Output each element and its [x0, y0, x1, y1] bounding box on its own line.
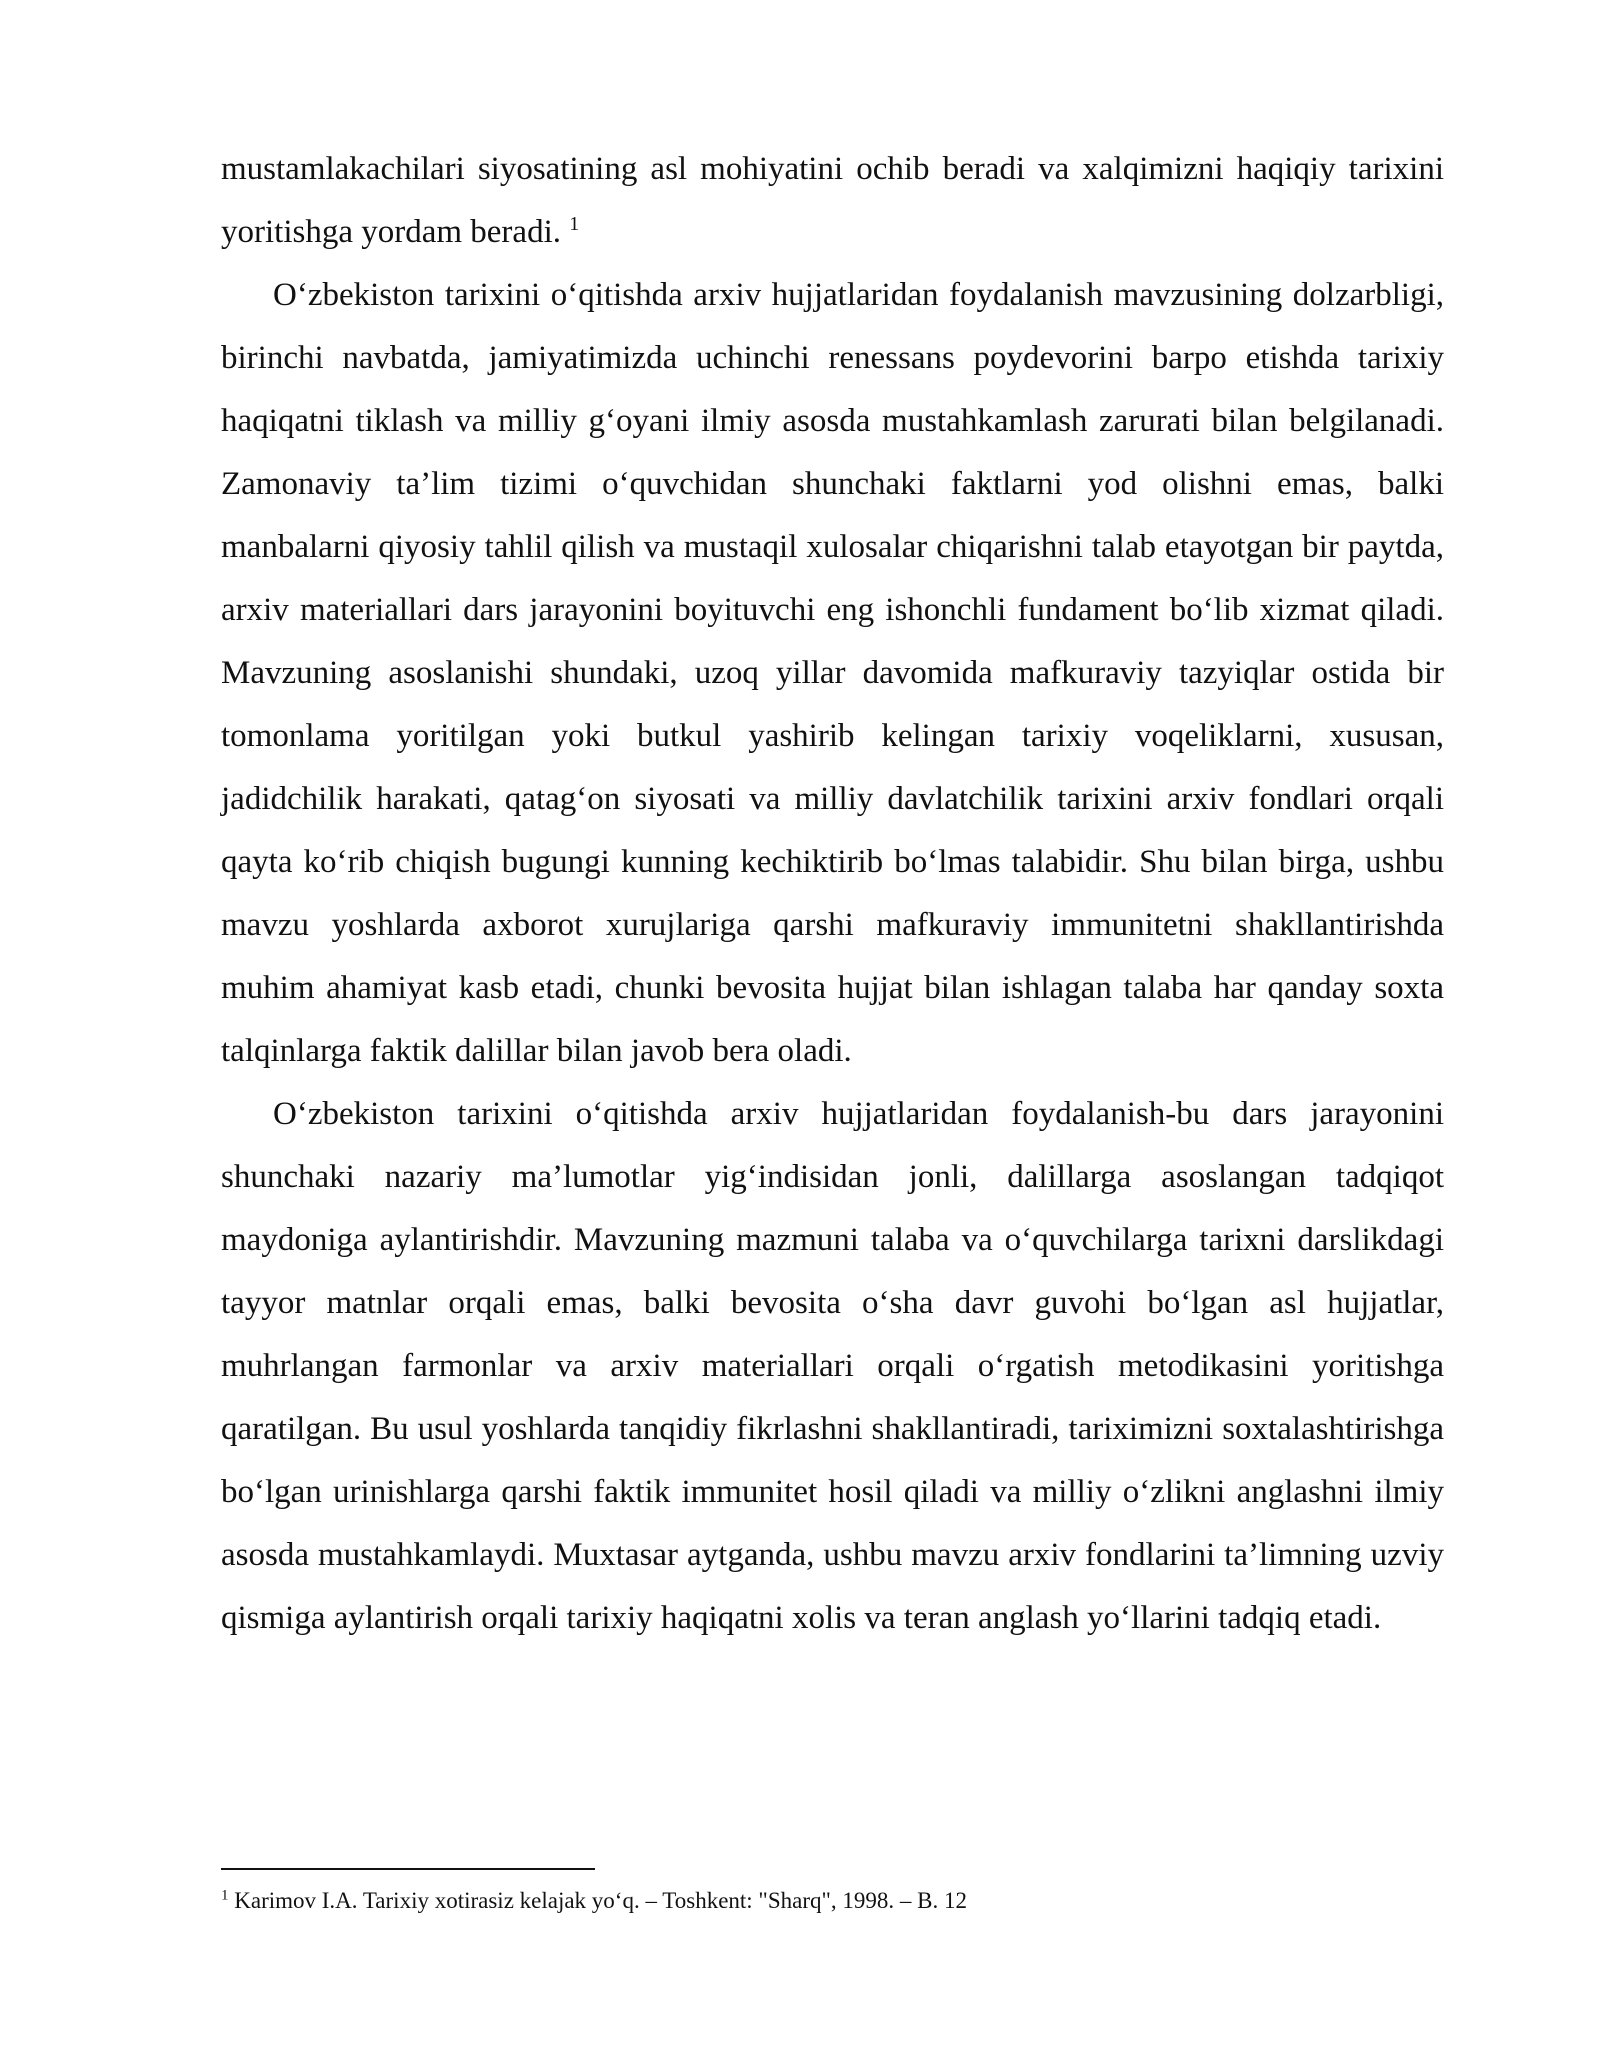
footnote-text: Karimov I.A. Tarixiy xotirasiz kelajak yo‘q. – Toshkent: "Sharq", 1998. – B. 12 [228, 1888, 967, 1913]
footnote-separator [221, 1868, 595, 1870]
paragraph-text: mustamlakachilari siyosatining asl mohiyatini ochib beradi va xalqimizni haqiqiy tarixini yoritishga yordam beradi. [221, 151, 1444, 250]
paragraph-relevance: O‘zbekiston tarixini o‘qitishda arxiv hujjatlaridan foydalanish mavzusining dolzarbligi, birinchi navbatda, jamiyatimizda uchinchi renessans poydevorini barpo etishda tarixiy haqiqatni tiklash va milliy g‘oyani ilmiy asosda mustahkamlash zarurati bilan belgilanadi. Zamonaviy ta’lim tizimi o‘quvchidan shunchaki faktlarni yod olishni emas, balki manbalarni qiyosiy tahlil qilish va mustaqil xulosalar chiqarishni talab etayotgan bir paytda, arxiv materiallari dars jarayonini boyituvchi eng ishonchli fundament bo‘lib xizmat qiladi. Mavzuning asoslanishi shundaki, uzoq yillar davomida mafkuraviy tazyiqlar ostida bir tomonlama yoritilgan yoki butkul yashirib kelingan tarixiy voqeliklarni, xususan, jadidchilik harakati, qatag‘on siyosati va milliy davlatchilik tarixini arxiv fondlari orqali qayta ko‘rib chiqish bugungi kunning kechiktirib bo‘lmas talabidir. Shu bilan birga, ushbu mavzu yoshlarda axborot xurujlariga qarshi mafkuraviy immunitetni shakllantirishda muhim ahamiyat kasb etadi, chunki bevosita hujjat bilan ishlagan talaba har qanday soxta talqinlarga faktik dalillar bilan javob bera oladi. [221, 277, 1444, 1069]
document-body [221, 138, 1444, 1650]
paragraph-continuation [221, 138, 1444, 264]
footnote-reference: 1 [569, 213, 580, 235]
footnote-marker: 1 [221, 1887, 229, 1904]
footnote [221, 1884, 1444, 1918]
paragraph-content: O‘zbekiston tarixini o‘qitishda arxiv hujjatlaridan foydalanish-bu dars jarayonini shunchaki nazariy ma’lumotlar yig‘indisidan jonli, dalillarga asoslangan tadqiqot maydoniga aylantirishdir. Mavzuning mazmuni talaba va o‘quvchilarga tarixni darslikdagi tayyor matnlar orqali emas, balki bevosita o‘sha davr guvohi bo‘lgan asl hujjatlar, muhrlangan farmonlar va arxiv materiallari orqali o‘rgatish metodikasini yoritishga qaratilgan. Bu usul yoshlarda tanqidiy fikrlashni shakllantiradi, tariximizni soxtalashtirishga bo‘lgan urinishlarga qarshi faktik immunitet hosil qiladi va milliy o‘zlikni anglashni ilmiy asosda mustahkamlaydi. Muxtasar aytganda, ushbu mavzu arxiv fondlarini ta’limning uzviy qismiga aylantirish orqali tarixiy haqiqatni xolis va teran anglash yo‘llarini tadqiq etadi. [221, 1096, 1444, 1636]
